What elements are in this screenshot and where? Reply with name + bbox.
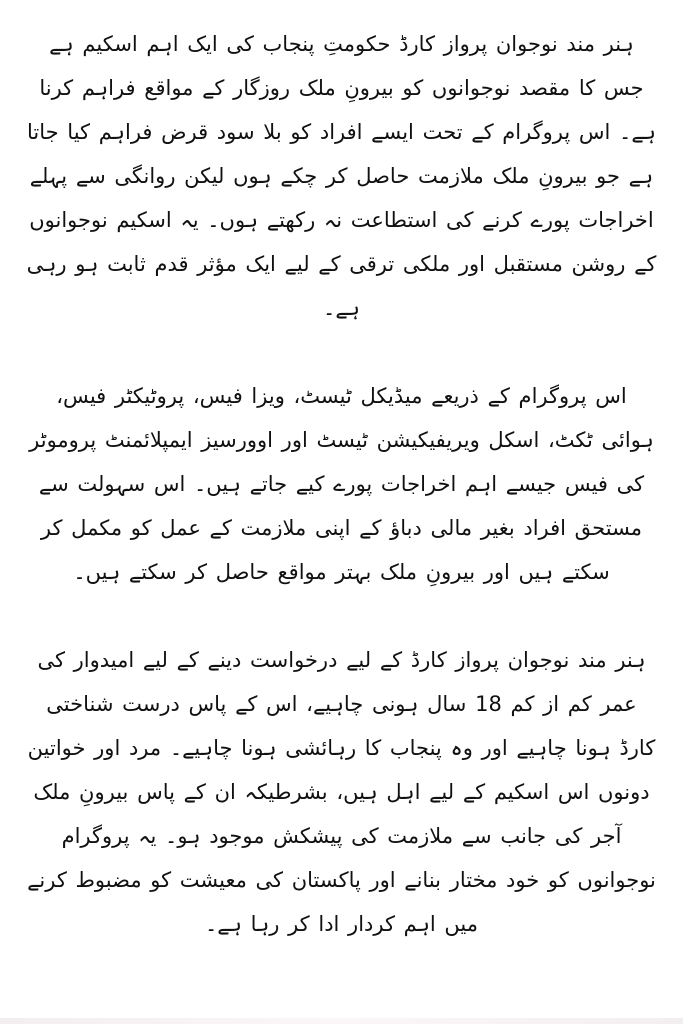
paragraph-scheme-overview: ہنر مند نوجوان پرواز کارڈ حکومتِ پنجاب کی ایک اہم اسکیم ہے جس کا مقصد نوجوانوں کو بیرونِ ملک روزگار کے مواقع فراہم کرنا ہے۔ اس پروگرام کے تحت ایسے افراد کو بلا سود قرض فراہم کیا جاتا ہے جو بیرونِ ملک ملازمت حاصل کر چکے ہوں لیکن روانگی سے پہلے اخراجات پورے کرنے کی استطاعت نہ رکھتے ہوں۔ یہ اسکیم نوجوانوں کے روشن مستقبل اور ملکی ترقی کے لیے ایک مؤثر قدم ثابت ہو رہی ہے۔ — [26, 32, 657, 320]
page-bottom-edge — [0, 1018, 683, 1024]
paragraph-covered-expenses: اس پروگرام کے ذریعے میڈیکل ٹیسٹ، ویزا فیس، پروٹیکٹر فیس، ہوائی ٹکٹ، اسکل ویریفیکیشن ٹیسٹ اور اوورسیز ایمپلائمنٹ پروموٹر کی فیس جیسے اہم اخراجات پورے کیے جاتے ہیں۔ اس سہولت سے مستحق افراد بغیر مالی دباؤ کے اپنی ملازمت کے عمل کو مکمل کر سکتے ہیں اور بیرونِ ملک بہتر مواقع حاصل کر سکتے ہیں۔ — [29, 384, 654, 584]
paragraph-eligibility: ہنر مند نوجوان پرواز کارڈ کے لیے درخواست دینے کے لیے امیدوار کی عمر کم از کم 18 سال ہونی چاہیے، اس کے پاس درست شناختی کارڈ ہونا چاہیے اور وہ پنجاب کا رہائشی ہونا چاہیے۔ مرد اور خواتین دونوں اس اسکیم کے لیے اہل ہیں، بشرطیکہ ان کے پاس بیرونِ ملک آجر کی جانب سے ملازمت کی پیشکش موجود ہو۔ یہ پروگرام نوجوانوں کو خود مختار بنانے اور پاکستان کی معیشت کو مضبوط کرنے میں اہم کردار ادا کر رہا ہے۔ — [27, 648, 656, 936]
